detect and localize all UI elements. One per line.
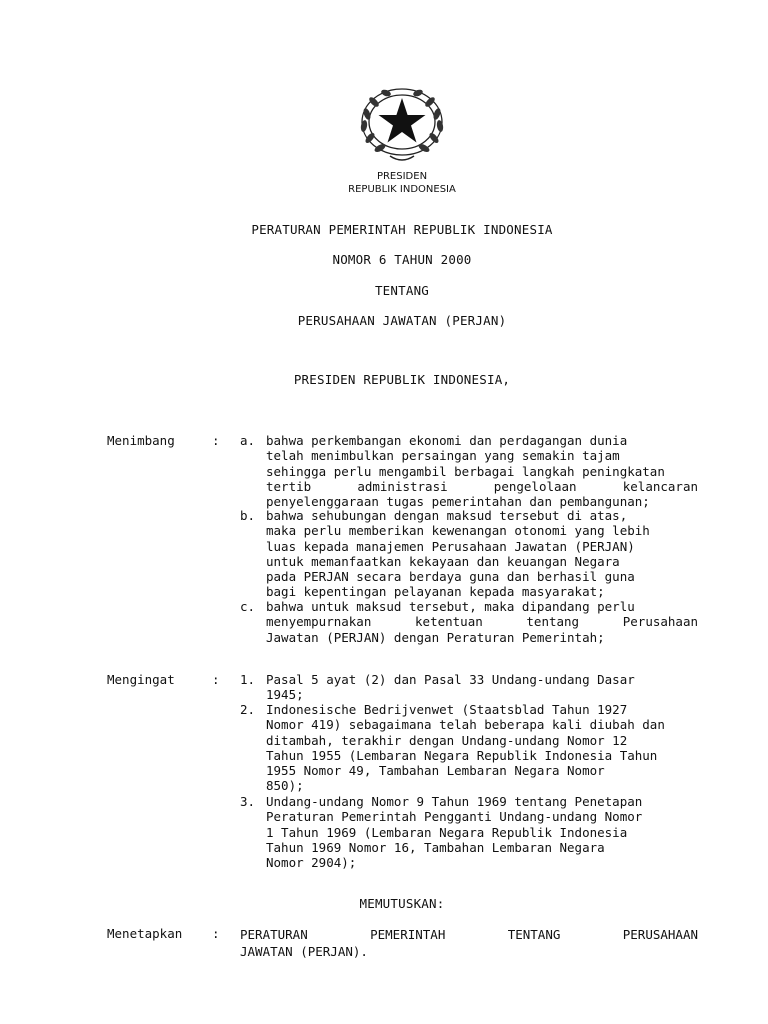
mengingat-item-2 xyxy=(266,702,698,794)
text-line: 850); xyxy=(266,778,304,794)
regulation-subject: PERUSAHAAN JAWATAN (PERJAN) xyxy=(297,313,507,328)
menimbang-marker-b: b. xyxy=(240,508,256,523)
mengingat-marker-1: 1. xyxy=(240,672,256,687)
text-line: bahwa untuk maksud tersebut, maka dipandang perlu xyxy=(266,599,635,614)
regulation-title: PERATURAN PEMERINTAH REPUBLIK INDONESIA xyxy=(251,222,553,237)
regulation-about: TENTANG xyxy=(374,283,430,298)
text-line: tertib administrasi pengelolaan kelancaran xyxy=(266,478,698,494)
issuer-country: REPUBLIK INDONESIA xyxy=(348,184,456,195)
text-line: sehingga perlu mengambil berbagai langkah peningkatan xyxy=(266,463,665,479)
mengingat-item-3 xyxy=(266,794,698,870)
mengingat-marker-3: 3. xyxy=(240,794,256,809)
menimbang-label: Menimbang xyxy=(107,433,175,448)
memutuskan-heading: MEMUTUSKAN: xyxy=(359,896,445,911)
regulation-number: NOMOR 6 TAHUN 2000 xyxy=(332,252,472,267)
text-line: Nomor 2904); xyxy=(266,855,357,871)
text-line: Undang-undang Nomor 9 Tahun 1969 tentang Penetapan xyxy=(266,794,643,809)
menimbang-item-c xyxy=(266,599,698,645)
text-line: 1 Tahun 1969 (Lembaran Negara Republik Indonesia xyxy=(266,824,628,840)
text-line: bahwa sehubungan dengan maksud tersebut di atas, xyxy=(266,508,628,523)
text-line: Jawatan (PERJAN) dengan Peraturan Pemerintah; xyxy=(266,629,605,645)
text-line: ditambah, terakhir dengan Undang-undang Nomor 12 xyxy=(266,732,628,748)
issuer-block xyxy=(300,170,504,196)
text-line: telah menimbulkan persaingan yang semakin tajam xyxy=(266,448,620,464)
menetapkan-colon: : xyxy=(212,926,220,941)
menetapkan-text xyxy=(240,926,698,960)
star-wreath-emblem-icon xyxy=(350,84,454,164)
text-line: PERATURAN PEMERINTAH TENTANG PERUSAHAAN xyxy=(240,927,698,942)
menimbang-marker-c: c. xyxy=(240,599,256,614)
menetapkan-label: Menetapkan xyxy=(107,926,183,941)
menimbang-marker-a: a. xyxy=(240,433,256,448)
text-line: untuk memanfaatkan kekayaan dan keuangan Negara xyxy=(266,553,620,569)
text-line: Pasal 5 ayat (2) dan Pasal 33 Undang-undang Dasar xyxy=(266,672,635,687)
issuer-title: PRESIDEN xyxy=(376,171,428,182)
menimbang-item-a xyxy=(266,433,698,509)
text-line: menyempurnakan ketentuan tentang Perusahaan xyxy=(266,614,698,630)
president-heading: PRESIDEN REPUBLIK INDONESIA, xyxy=(293,372,511,387)
menimbang-item-b xyxy=(266,508,698,600)
text-line: Tahun 1955 (Lembaran Negara Republik Indonesia Tahun xyxy=(266,747,658,763)
text-line: JAWATAN (PERJAN). xyxy=(240,944,368,959)
text-line: Indonesische Bedrijvenwet (Staatsblad Tahun 1927 xyxy=(266,702,628,717)
text-line: bahwa perkembangan ekonomi dan perdagangan dunia xyxy=(266,433,628,448)
menimbang-colon: : xyxy=(212,433,220,448)
mengingat-item-1 xyxy=(266,672,698,703)
text-line: 1945; xyxy=(266,687,304,703)
text-line: penyelenggaraan tugas pemerintahan dan pembangunan; xyxy=(266,494,650,510)
text-line: Peraturan Pemerintah Pengganti Undang-undang Nomor xyxy=(266,809,643,825)
mengingat-marker-2: 2. xyxy=(240,702,256,717)
text-line: Nomor 419) sebagaimana telah beberapa kali diubah dan xyxy=(266,717,665,733)
mengingat-label: Mengingat xyxy=(107,672,175,687)
text-line: luas kepada manajemen Perusahaan Jawatan (PERJAN) xyxy=(266,538,635,554)
text-line: bagi kepentingan pelayanan kepada masyarakat; xyxy=(266,584,605,600)
text-line: Tahun 1969 Nomor 16, Tambahan Lembaran Negara xyxy=(266,839,605,855)
text-line: 1955 Nomor 49, Tambahan Lembaran Negara Nomor xyxy=(266,763,605,779)
text-line: maka perlu memberikan kewenangan otonomi yang lebih xyxy=(266,523,650,539)
text-line: pada PERJAN secara berdaya guna dan berhasil guna xyxy=(266,569,635,585)
mengingat-colon: : xyxy=(212,672,220,687)
